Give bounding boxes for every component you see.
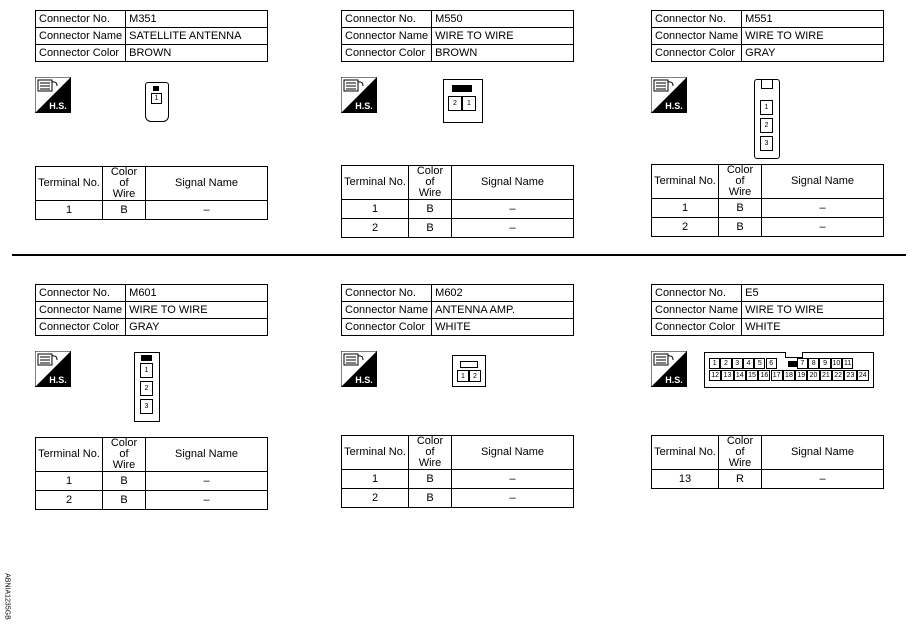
col-color-of-wire: Color of Wire — [103, 438, 146, 472]
connector-info-table — [35, 284, 268, 336]
connector-face-diagram — [754, 79, 780, 159]
hs-label: H.S. — [355, 101, 373, 111]
section-divider — [12, 254, 906, 256]
label-connector-no: Connector No. — [36, 11, 126, 28]
label-connector-color: Connector Color — [36, 319, 126, 336]
connector-color-value: GRAY — [126, 319, 268, 336]
pin-cell: 17 — [771, 370, 783, 381]
terminal-table — [35, 166, 268, 220]
col-terminal-no: Terminal No. — [652, 165, 719, 199]
table-row: 13 R – — [652, 470, 884, 489]
connector-no-value: M602 — [432, 285, 574, 302]
table-row: 1 B – — [342, 200, 574, 219]
pin-cell: 3 — [732, 358, 743, 369]
hs-label: H.S. — [355, 375, 373, 385]
pin-cell: 24 — [857, 370, 869, 381]
pin-cell: 10 — [832, 360, 841, 367]
connector-name-value: WIRE TO WIRE — [126, 302, 268, 319]
pin-cell: 21 — [820, 370, 832, 381]
hs-symbol-icon — [341, 77, 377, 113]
label-connector-no: Connector No. — [36, 285, 126, 302]
pin-cell: 2 — [720, 358, 731, 369]
pin-cell: 6 — [766, 358, 777, 369]
pin-cell: 1 — [140, 363, 153, 378]
pin-cell: 1 — [457, 370, 469, 382]
col-signal-name: Signal Name — [146, 167, 268, 201]
table-row: 2 B – — [36, 491, 268, 510]
label-connector-color: Connector Color — [652, 319, 742, 336]
connector-name-value: SATELLITE ANTENNA — [126, 28, 268, 45]
label-connector-color: Connector Color — [652, 45, 742, 62]
connector-face-diagram — [443, 79, 483, 123]
hs-symbol-icon — [35, 351, 71, 387]
pin-cell: 1 — [151, 93, 162, 104]
pin-cell: 20 — [807, 370, 819, 381]
col-color-of-wire: Color of Wire — [103, 167, 146, 201]
col-signal-name: Signal Name — [452, 436, 574, 470]
col-terminal-no: Terminal No. — [36, 167, 103, 201]
table-row: 1 B – — [36, 201, 268, 220]
label-connector-color: Connector Color — [36, 45, 126, 62]
table-row: 1 B – — [342, 470, 574, 489]
hs-symbol-icon — [651, 351, 687, 387]
table-row: 1 B – — [652, 199, 884, 218]
col-color-of-wire: Color of Wire — [409, 166, 452, 200]
table-row: 2 B – — [652, 218, 884, 237]
pin-cell: 8 — [808, 358, 819, 369]
terminal-table — [341, 435, 574, 508]
hs-label: H.S. — [665, 375, 683, 385]
terminal-table — [651, 164, 884, 237]
connector-info-table — [651, 10, 884, 62]
figure-code: ABNIA1235GB — [3, 573, 11, 620]
terminal-table — [35, 437, 268, 510]
pin-cell: 15 — [746, 370, 758, 381]
connector-face-diagram — [704, 352, 874, 388]
connector-color-value: BROWN — [126, 45, 268, 62]
pin-cell: 22 — [832, 370, 844, 381]
hs-label: H.S. — [665, 101, 683, 111]
label-connector-color: Connector Color — [342, 319, 432, 336]
terminal-table — [341, 165, 574, 238]
pin-cell: 13 — [721, 370, 733, 381]
connector-color-value: WHITE — [742, 319, 884, 336]
terminal-table — [651, 435, 884, 489]
connector-no-value: E5 — [742, 285, 884, 302]
label-connector-no: Connector No. — [342, 285, 432, 302]
label-connector-name: Connector Name — [36, 302, 126, 319]
label-connector-no: Connector No. — [342, 11, 432, 28]
connector-name-value: WIRE TO WIRE — [742, 28, 884, 45]
label-connector-name: Connector Name — [36, 28, 126, 45]
table-row: 2 B – — [342, 489, 574, 508]
pin-cell: 3 — [760, 136, 773, 151]
connector-info-table — [341, 10, 574, 62]
pin-cell: 9 — [819, 358, 830, 369]
pin-cell: 1 — [709, 358, 720, 369]
pin-cell: 1 — [760, 100, 773, 115]
pin-cell: 2 — [140, 381, 153, 396]
col-color-of-wire: Color of Wire — [719, 436, 762, 470]
connector-info-table — [35, 10, 268, 62]
pin-cell: 7 — [797, 358, 808, 369]
pin-cell: 4 — [743, 358, 754, 369]
pin-cell: 2 — [469, 370, 481, 382]
pin-cell: 12 — [709, 370, 721, 381]
connector-no-value: M601 — [126, 285, 268, 302]
hs-label: H.S. — [49, 101, 67, 111]
col-signal-name: Signal Name — [762, 436, 884, 470]
label-connector-color: Connector Color — [342, 45, 432, 62]
label-connector-name: Connector Name — [652, 302, 742, 319]
connector-name-value: WIRE TO WIRE — [742, 302, 884, 319]
table-row: 1 B – — [36, 472, 268, 491]
hs-symbol-icon — [651, 77, 687, 113]
label-connector-name: Connector Name — [342, 302, 432, 319]
col-terminal-no: Terminal No. — [652, 436, 719, 470]
label-connector-name: Connector Name — [342, 28, 432, 45]
connector-color-value: BROWN — [432, 45, 574, 62]
hs-symbol-icon — [341, 351, 377, 387]
connector-no-value: M551 — [742, 11, 884, 28]
connector-name-value: ANTENNA AMP. — [432, 302, 574, 319]
pin-cell: 16 — [758, 370, 770, 381]
hs-label: H.S. — [49, 375, 67, 385]
col-terminal-no: Terminal No. — [342, 436, 409, 470]
col-signal-name: Signal Name — [452, 166, 574, 200]
connector-info-table — [341, 284, 574, 336]
connector-face-diagram — [145, 82, 169, 122]
col-color-of-wire: Color of Wire — [719, 165, 762, 199]
connector-name-value: WIRE TO WIRE — [432, 28, 574, 45]
pin-cell: 2 — [448, 96, 462, 111]
pin-cell: 2 — [760, 118, 773, 133]
pin-cell: 3 — [140, 399, 153, 414]
col-signal-name: Signal Name — [762, 165, 884, 199]
connector-no-value: M351 — [126, 11, 268, 28]
pin-cell: 5 — [754, 358, 765, 369]
table-row: 2 B – — [342, 219, 574, 238]
pin-cell: 11 — [842, 358, 853, 369]
pin-cell: 23 — [844, 370, 856, 381]
connector-face-diagram — [134, 352, 160, 422]
label-connector-name: Connector Name — [652, 28, 742, 45]
col-terminal-no: Terminal No. — [36, 438, 103, 472]
connector-face-diagram — [452, 355, 486, 387]
connector-no-value: M550 — [432, 11, 574, 28]
pin-cell: 1 — [462, 96, 476, 111]
col-terminal-no: Terminal No. — [342, 166, 409, 200]
pin-cell: 14 — [734, 370, 746, 381]
connector-info-table — [651, 284, 884, 336]
pin-cell: 19 — [795, 370, 807, 381]
label-connector-no: Connector No. — [652, 285, 742, 302]
pin-cell: 18 — [783, 370, 795, 381]
col-signal-name: Signal Name — [146, 438, 268, 472]
connector-color-value: WHITE — [432, 319, 574, 336]
col-color-of-wire: Color of Wire — [409, 436, 452, 470]
connector-color-value: GRAY — [742, 45, 884, 62]
hs-symbol-icon — [35, 77, 71, 113]
label-connector-no: Connector No. — [652, 11, 742, 28]
